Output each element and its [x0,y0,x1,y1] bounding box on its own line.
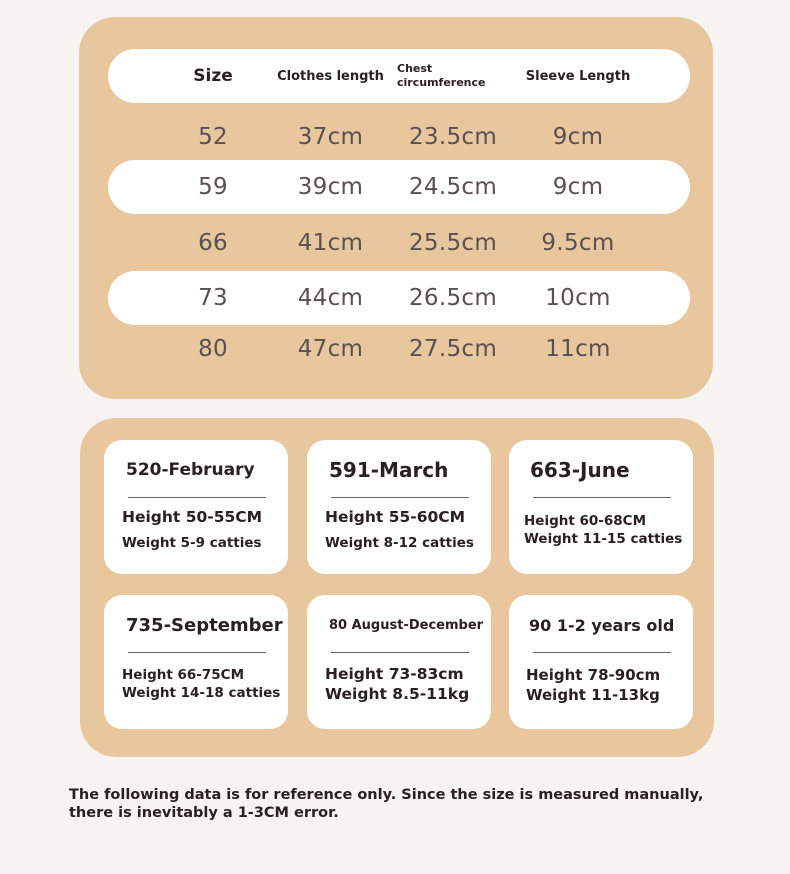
chest-value: 24.5cm [408,174,498,200]
age-card [509,595,693,729]
card-divider [331,497,469,498]
size-value: 52 [198,124,228,150]
sleeve-value: 9cm [552,174,604,200]
size-value: 66 [198,230,228,256]
weight-range: Weight 8.5-11kg [325,685,470,703]
clothes-length-value: 47cm [297,336,364,362]
table-row [108,110,690,164]
height-range: Height 73-83cm [325,665,464,683]
height-range: Height 60-68CM [524,513,647,529]
header-size: Size [193,66,233,86]
age-card-title: 591-March [329,458,449,482]
age-card-title: 90 1-2 years old [529,615,675,635]
clothes-length-value: 39cm [297,174,364,200]
size-table-header [108,49,690,103]
measurement-disclaimer: The following data is for reference only. Since the size is measured manually, there is inevitably a 1-3CM error. [69,787,704,821]
size-chart-panel [79,17,713,399]
chest-value: 23.5cm [408,124,498,150]
chest-value: 25.5cm [408,230,498,256]
sleeve-value: 11cm [545,336,611,362]
weight-range: Weight 14-18 catties [122,685,281,701]
height-range: Height 66-75CM [122,667,245,683]
card-divider [128,497,266,498]
age-card [307,595,491,729]
clothes-length-value: 44cm [297,285,364,311]
card-divider [331,652,469,653]
size-value: 73 [198,285,228,311]
chest-value: 27.5cm [408,336,498,362]
chest-value: 26.5cm [408,285,498,311]
weight-range: Weight 11-13kg [526,686,660,704]
size-value: 59 [198,174,228,200]
clothes-length-value: 37cm [297,124,364,150]
card-divider [533,652,671,653]
clothes-length-value: 41cm [297,230,364,256]
size-value: 80 [198,336,228,362]
header-clothes-length: Clothes length [277,68,384,84]
age-card-title: 663-June [530,458,630,482]
height-range: Height 50-55CM [122,508,263,526]
age-card-title: 80 August-December [329,617,484,633]
sleeve-value: 9cm [552,124,604,150]
weight-range: Weight 11-15 catties [524,531,683,547]
age-card-title: 735-September [126,614,283,636]
header-sleeve-length: Sleeve Length [525,68,631,84]
height-range: Height 78-90cm [526,666,661,684]
age-guide-panel [80,418,714,757]
weight-range: Weight 8-12 catties [325,535,474,551]
sleeve-value: 10cm [545,285,611,311]
table-row [108,271,690,325]
sleeve-value: 9.5cm [541,230,615,256]
header-chest-circumference: Chest circumference [397,62,486,89]
age-card [104,440,288,574]
age-card [307,440,491,574]
age-card [509,440,693,574]
age-card-title: 520-February [126,460,255,480]
height-range: Height 55-60CM [325,508,466,526]
table-row [108,216,690,270]
table-row [108,322,690,376]
table-row [108,160,690,214]
age-card [104,595,288,729]
weight-range: Weight 5-9 catties [122,535,262,551]
card-divider [128,652,266,653]
card-divider [533,497,671,498]
